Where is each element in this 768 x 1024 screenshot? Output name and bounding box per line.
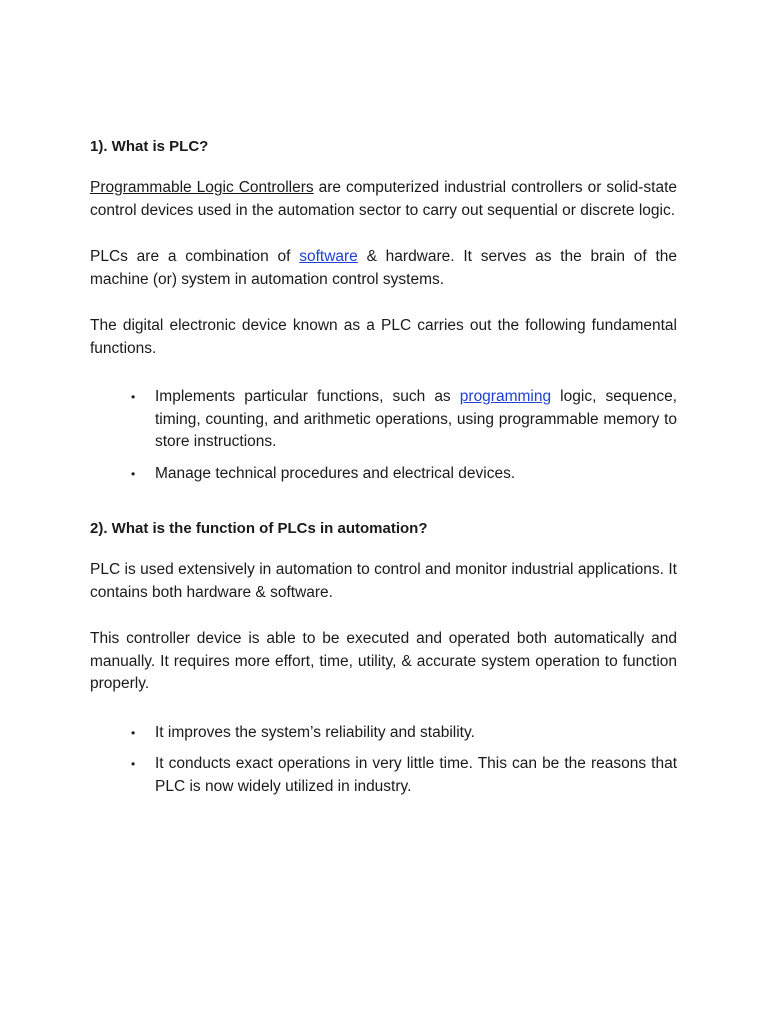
document-page <box>90 136 677 798</box>
bullet-icon: • <box>131 725 136 740</box>
section2-paragraph-2: This controller device is able to be executed and operated both automatically and manually. It requires more effort, time, utility, & accurate system operation to function properly. <box>90 630 677 692</box>
section2-paragraph-1: PLC is used extensively in automation to control and monitor industrial applications. It contains both hardware & software. <box>90 561 677 601</box>
software-link[interactable]: software <box>299 248 358 265</box>
programming-link[interactable]: programming <box>459 388 552 405</box>
section2-bullet-list <box>90 722 677 799</box>
section1-paragraph-3: The digital electronic device known as a PLC carries out the following fundamental functions. <box>90 317 677 357</box>
section2-heading: 2). What is the function of PLCs in automation? <box>90 520 428 537</box>
section1-heading: 1). What is PLC? <box>90 138 209 155</box>
section1-paragraph-2: PLCs are a combination of software & hardware. It serves as the brain of the machine (or) system in automation control systems. <box>90 248 677 288</box>
list-item: • Manage technical procedures and electrical devices. <box>90 463 677 486</box>
bullet-icon: • <box>131 466 136 481</box>
section1-bullet-list <box>90 386 677 485</box>
bullet-icon: • <box>131 757 136 771</box>
bullet-icon: • <box>131 390 136 404</box>
list-item: • It conducts exact operations in very little time. This can be the reasons that PLC is now widely utilized in industry. <box>131 755 677 795</box>
list-item: • Implements particular functions, such as programming logic, sequence, timing, counting, and arithmetic operations, using programmable memory to store instructions. <box>131 388 677 450</box>
section1-paragraph-1: Programmable Logic Controllers are computerized industrial controllers or solid-state control devices used in the automation sector to carry out sequential or discrete logic. <box>90 179 677 219</box>
programmable-logic-controllers-link[interactable]: Programmable Logic Controllers <box>90 179 314 196</box>
list-item: • It improves the system’s reliability and stability. <box>90 722 677 745</box>
